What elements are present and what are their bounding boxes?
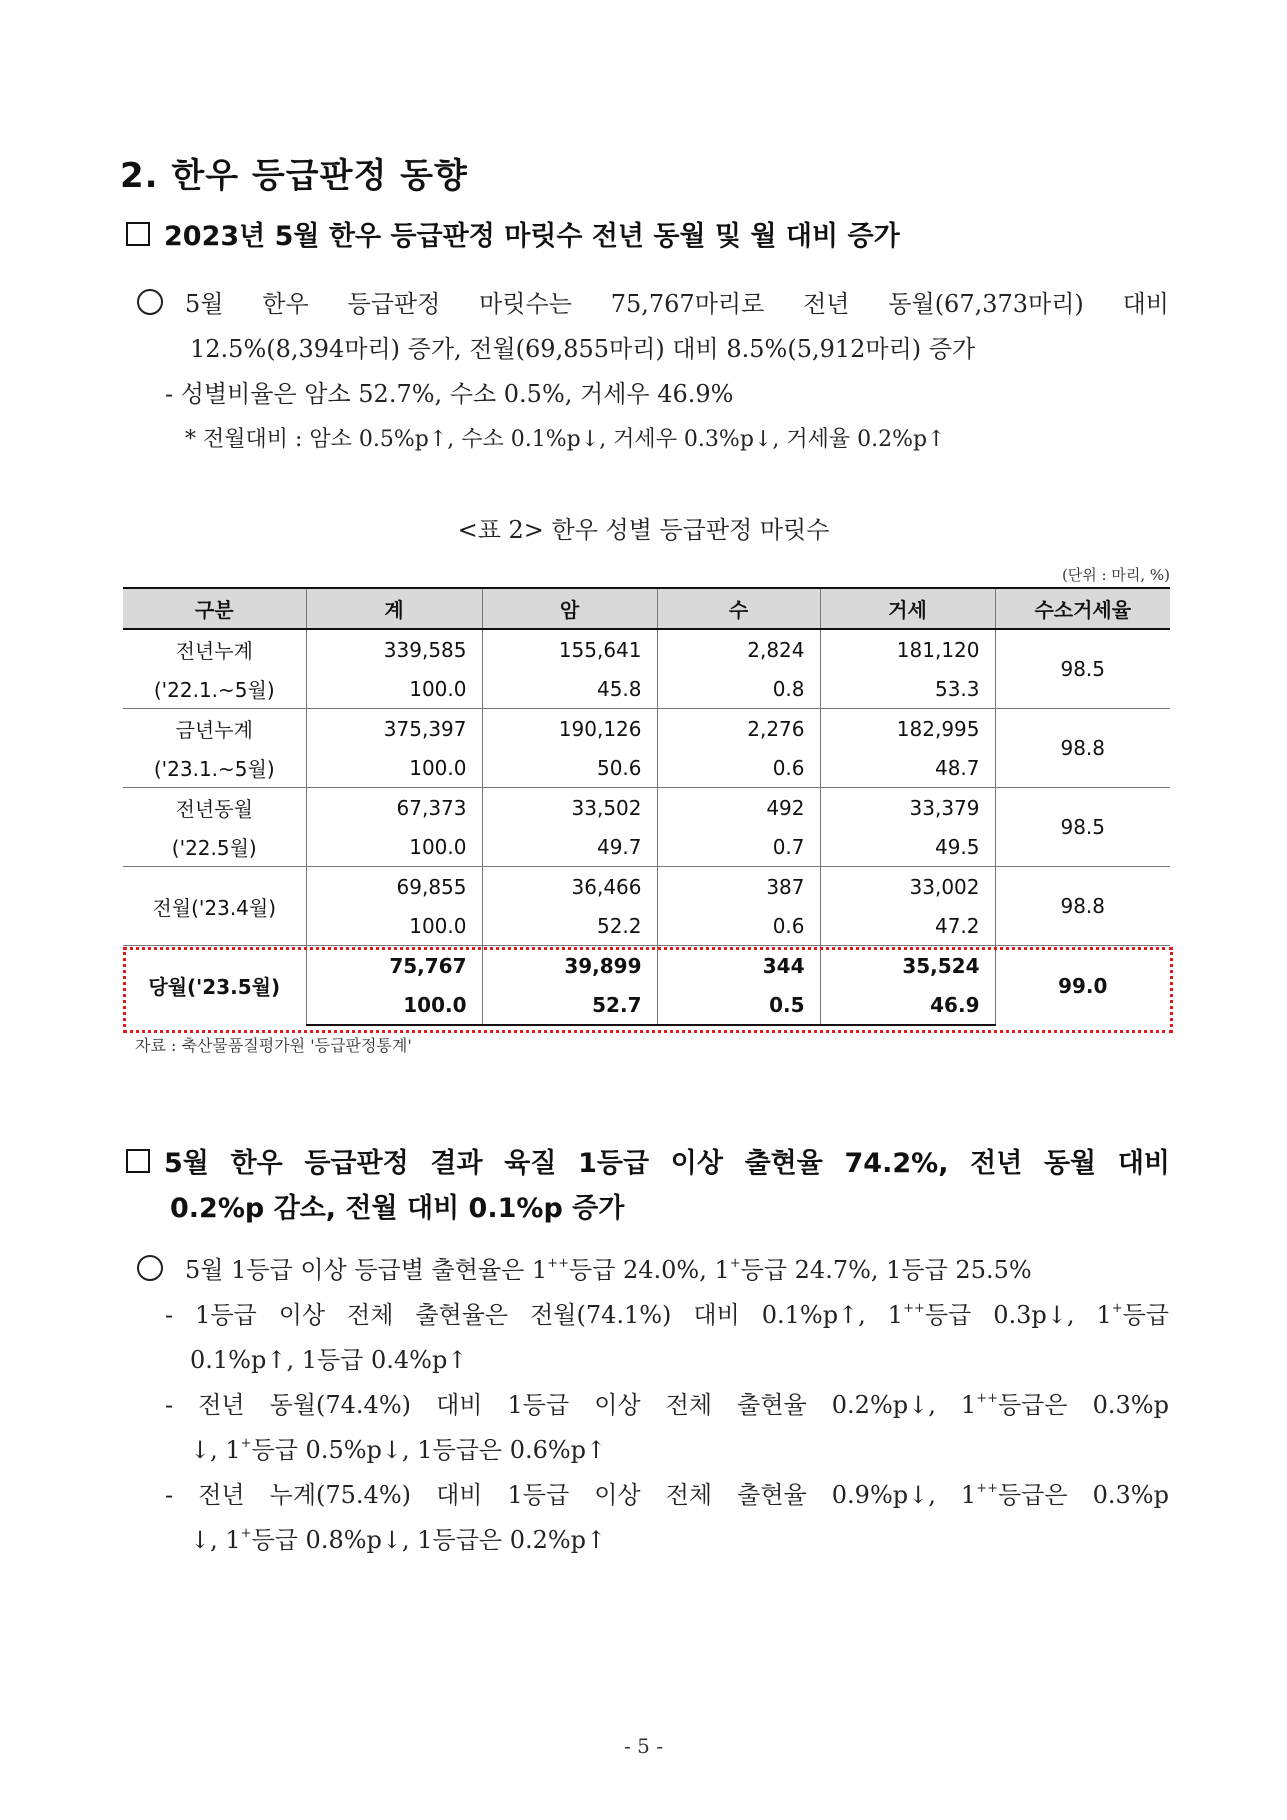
row-label: 금년누계 xyxy=(123,709,306,749)
cell: 49.7 xyxy=(482,827,657,867)
cell: 2,824 xyxy=(657,629,820,669)
summary-line-1 xyxy=(137,282,1169,327)
cell: 190,126 xyxy=(482,709,657,749)
sup-double-plus: ++ xyxy=(903,1301,925,1316)
text-part: - 1등급 이상 전체 출현율은 전월(74.1%) 대비 0.1%p↑, 1 xyxy=(165,1301,904,1329)
table-row xyxy=(123,709,1170,749)
grade-bullet-2 xyxy=(137,1383,1169,1428)
heading-quality-line-2: 0.2%p 감소, 전월 대비 0.1%p 증가 xyxy=(170,1193,625,1224)
text-part: 등급 xyxy=(1122,1301,1169,1329)
row-label: 전월('23.4월) xyxy=(123,867,306,946)
cell: 36,466 xyxy=(482,867,657,907)
cell-ratio: 98.5 xyxy=(995,629,1170,709)
table-row xyxy=(123,867,1170,907)
cell: 0.6 xyxy=(657,906,820,946)
grade-line-1 xyxy=(137,1248,1169,1293)
row-period: ('22.1.~5월) xyxy=(123,669,306,709)
cell: 53.3 xyxy=(820,669,995,709)
text-part: - 전년 동월(74.4%) 대비 1등급 이상 전체 출현율 0.2%p↓, 1 xyxy=(165,1391,977,1419)
cell: 100.0 xyxy=(306,985,482,1025)
heading-sex-ratio xyxy=(126,214,900,259)
table-row xyxy=(123,788,1170,828)
cell: 52.2 xyxy=(482,906,657,946)
cell: 33,379 xyxy=(820,788,995,828)
header-steer: 거세 xyxy=(820,588,995,629)
header-female: 암 xyxy=(482,588,657,629)
heading-quality-line-1-text: 5월 한우 등급판정 결과 육질 1등급 이상 출현율 74.2%, 전년 동월 대비 xyxy=(164,1148,1170,1179)
cell: 387 xyxy=(657,867,820,907)
cell: 75,767 xyxy=(306,946,482,986)
circle-bullet-icon xyxy=(137,289,163,315)
cell-ratio: 98.5 xyxy=(995,788,1170,867)
grade-bullet-1 xyxy=(137,1293,1169,1338)
paragraph-summary xyxy=(137,282,1169,462)
header-castration-rate: 수소거세율 xyxy=(995,588,1170,629)
cell: 155,641 xyxy=(482,629,657,669)
cell: 100.0 xyxy=(306,827,482,867)
circle-bullet-icon xyxy=(137,1255,163,1281)
text-part: 등급 24.7%, 1등급 25.5% xyxy=(740,1256,1032,1284)
cell-ratio: 99.0 xyxy=(995,946,1170,1026)
text-part: 5월 1등급 이상 등급별 출현율은 1 xyxy=(185,1256,548,1284)
cell: 69,855 xyxy=(306,867,482,907)
row-label: 전년동월 xyxy=(123,788,306,828)
cell: 46.9 xyxy=(820,985,995,1025)
text-part: ↓, 1 xyxy=(190,1526,241,1554)
cell: 339,585 xyxy=(306,629,482,669)
grading-table xyxy=(123,587,1170,1026)
cell: 45.8 xyxy=(482,669,657,709)
sup-double-plus: ++ xyxy=(976,1481,998,1496)
cell: 0.6 xyxy=(657,748,820,788)
table-row-current xyxy=(123,946,1170,986)
grade-bullet-3 xyxy=(137,1473,1169,1518)
cell-ratio: 98.8 xyxy=(995,867,1170,946)
cell: 0.7 xyxy=(657,827,820,867)
square-bullet-icon xyxy=(126,222,150,246)
sup-double-plus: ++ xyxy=(976,1391,998,1406)
section-title: 2. 한우 등급판정 동향 xyxy=(120,156,468,196)
grade-bullet-1-cont: 0.1%p↑, 1등급 0.4%p↑ xyxy=(190,1346,468,1374)
paragraph-grade-rates xyxy=(137,1248,1169,1563)
cell: 0.5 xyxy=(657,985,820,1025)
row-label: 당월('23.5월) xyxy=(123,946,306,1026)
table-caption: <표 2> 한우 성별 등급판정 마릿수 xyxy=(457,516,830,544)
summary-line-1-text: 5월 한우 등급판정 마릿수는 75,767마리로 전년 동월(67,373마리) 대비 xyxy=(185,290,1169,318)
square-bullet-icon xyxy=(126,1149,150,1173)
summary-bullet: - 성별비율은 암소 52.7%, 수소 0.5%, 거세우 46.9% xyxy=(165,380,734,408)
cell: 344 xyxy=(657,946,820,986)
cell: 52.7 xyxy=(482,985,657,1025)
table-unit: (단위 : 마리, %) xyxy=(1061,566,1170,584)
header-male: 수 xyxy=(657,588,820,629)
cell: 35,524 xyxy=(820,946,995,986)
heading-sex-ratio-text: 2023년 5월 한우 등급판정 마릿수 전년 동월 및 월 대비 증가 xyxy=(164,221,900,252)
text-part: 등급은 0.3%p xyxy=(998,1391,1169,1419)
table-row xyxy=(123,629,1170,669)
cell: 375,397 xyxy=(306,709,482,749)
summary-note: * 전월대비 : 암소 0.5%p↑, 수소 0.1%p↓, 거세우 0.3%p↓, 거세율 0.2%p↑ xyxy=(185,427,946,452)
summary-line-2: 12.5%(8,394마리) 증가, 전월(69,855마리) 대비 8.5%(5,912마리) 증가 xyxy=(190,335,976,363)
cell: 67,373 xyxy=(306,788,482,828)
page-number: - 5 - xyxy=(624,1734,663,1758)
cell: 100.0 xyxy=(306,748,482,788)
table-source: 자료 : 축산물품질평가원 '등급판정통계' xyxy=(135,1036,412,1055)
cell: 50.6 xyxy=(482,748,657,788)
text-part: 등급 0.3p↓, 1 xyxy=(924,1301,1112,1329)
grade-bullet-3-cont xyxy=(137,1518,1169,1563)
sup-plus: + xyxy=(729,1256,741,1271)
heading-quality-line-1 xyxy=(126,1141,1170,1186)
cell: 182,995 xyxy=(820,709,995,749)
cell: 181,120 xyxy=(820,629,995,669)
sup-plus: + xyxy=(240,1526,252,1541)
sup-plus: + xyxy=(240,1436,252,1451)
cell: 2,276 xyxy=(657,709,820,749)
cell-ratio: 98.8 xyxy=(995,709,1170,788)
cell: 39,899 xyxy=(482,946,657,986)
text-part: 등급 24.0%, 1 xyxy=(568,1256,730,1284)
cell: 33,502 xyxy=(482,788,657,828)
table-header-row xyxy=(123,588,1170,629)
header-total: 계 xyxy=(306,588,482,629)
row-label: 전년누계 xyxy=(123,629,306,669)
cell: 100.0 xyxy=(306,669,482,709)
cell: 33,002 xyxy=(820,867,995,907)
text-part: 등급은 0.3%p xyxy=(998,1481,1169,1509)
cell: 49.5 xyxy=(820,827,995,867)
sup-double-plus: ++ xyxy=(547,1256,569,1271)
text-part: - 전년 누계(75.4%) 대비 1등급 이상 전체 출현율 0.9%p↓, 1 xyxy=(165,1481,977,1509)
text-part: 등급 0.5%p↓, 1등급은 0.6%p↑ xyxy=(251,1436,607,1464)
cell: 48.7 xyxy=(820,748,995,788)
text-part: ↓, 1 xyxy=(190,1436,241,1464)
sup-plus: + xyxy=(1111,1301,1123,1316)
cell: 0.8 xyxy=(657,669,820,709)
grade-bullet-2-cont xyxy=(137,1428,1169,1473)
cell: 100.0 xyxy=(306,906,482,946)
cell: 47.2 xyxy=(820,906,995,946)
text-part: 등급 0.8%p↓, 1등급은 0.2%p↑ xyxy=(251,1526,607,1554)
row-period: ('23.1.~5월) xyxy=(123,748,306,788)
header-category: 구분 xyxy=(123,588,306,629)
heading-quality-grade xyxy=(126,1141,1170,1231)
cell: 492 xyxy=(657,788,820,828)
row-period: ('22.5월) xyxy=(123,827,306,867)
